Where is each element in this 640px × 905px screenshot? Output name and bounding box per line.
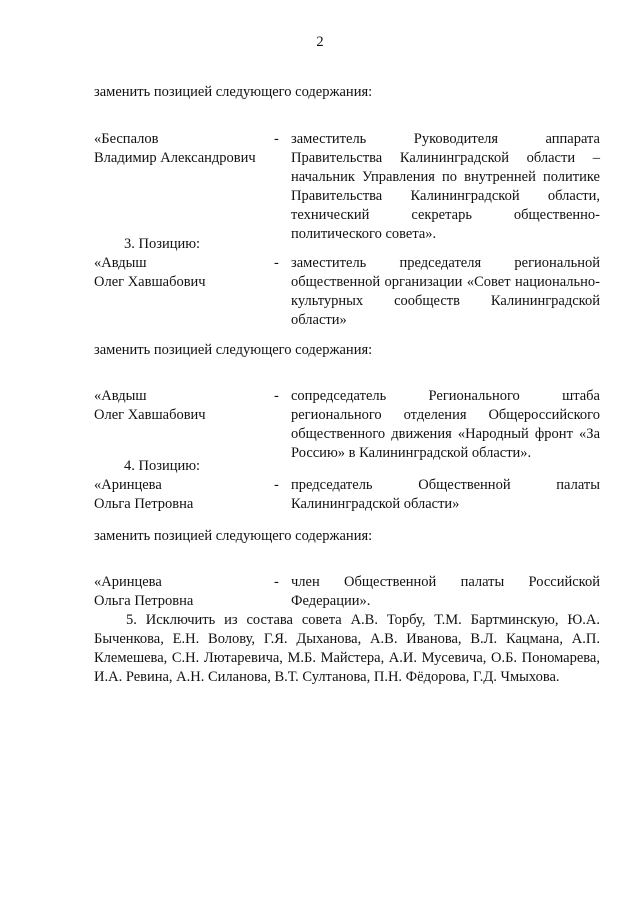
- position-description: член Общественной палаты Российской Федерации».: [291, 574, 600, 609]
- person-given-names: Владимир Александрович: [94, 150, 256, 166]
- entry-dash: -: [274, 388, 279, 404]
- person-given-names: Олег Хавшабович: [94, 274, 206, 290]
- person-given-names: Ольга Петровна: [94, 496, 194, 512]
- person-name: [94, 387, 274, 425]
- person-name: [94, 476, 274, 514]
- replace-instruction: заменить позицией следующего содержания:: [94, 342, 373, 358]
- entry-dash: -: [274, 477, 279, 493]
- entry-dash: -: [274, 131, 279, 147]
- position-description: заместитель Руководителя аппарата Правительства Калининградской области – начальник Управления по внутренней политике Правительства Калининградской области, технический секретарь общественно-политического совета».: [291, 131, 600, 242]
- replace-instruction: заменить позицией следующего содержания:: [94, 528, 373, 544]
- position-entry: [94, 476, 600, 514]
- person-given-names: Олег Хавшабович: [94, 407, 206, 423]
- position-description: сопредседатель Регионального штаба регионального отделения Общероссийского общественного движения «Народный фронт «За Россию» в Калининградской области».: [291, 388, 600, 461]
- item-label: 4. Позицию:: [124, 458, 201, 474]
- position-entry: [94, 130, 600, 244]
- position-entry: [94, 254, 600, 330]
- position-entry: [94, 573, 600, 611]
- person-surname: «Аринцева: [94, 477, 162, 493]
- person-surname: «Аринцева: [94, 574, 162, 590]
- person-name: [94, 573, 274, 611]
- person-given-names: Ольга Петровна: [94, 593, 194, 609]
- person-name: [94, 254, 274, 292]
- position-description: председатель Общественной палаты Калининградской области»: [291, 477, 600, 512]
- item-label: 3. Позицию:: [124, 236, 201, 252]
- entry-dash: -: [274, 255, 279, 271]
- page-number: 2: [316, 34, 324, 50]
- replace-instruction: заменить позицией следующего содержания:: [94, 84, 373, 100]
- position-description: заместитель председателя региональной общественной организации «Совет национально-культурных сообществ Калининградской области»: [291, 255, 600, 328]
- position-entry: [94, 387, 600, 463]
- person-surname: «Авдыш: [94, 255, 147, 271]
- person-surname: «Беспалов: [94, 131, 159, 147]
- exclusion-paragraph: 5. Исключить из состава совета А.В. Торбу, Т.М. Бартминскую, Ю.А. Быченкова, Е.Н. Волову, Г.Я. Дыханова, А.В. Иванова, В.Л. Кацмана, А.П. Клемешева, С.Н. Лютаревича, М.Б. Майстера, А.И. Мусевича, О.Б. Пономарева, И.А. Ревина, А.Н. Силанова, В.Т. Султанова, П.Н. Фёдорова, Г.Д. Чмыхова.: [94, 612, 600, 685]
- entry-dash: -: [274, 574, 279, 590]
- person-surname: «Авдыш: [94, 388, 147, 404]
- person-name: [94, 130, 274, 168]
